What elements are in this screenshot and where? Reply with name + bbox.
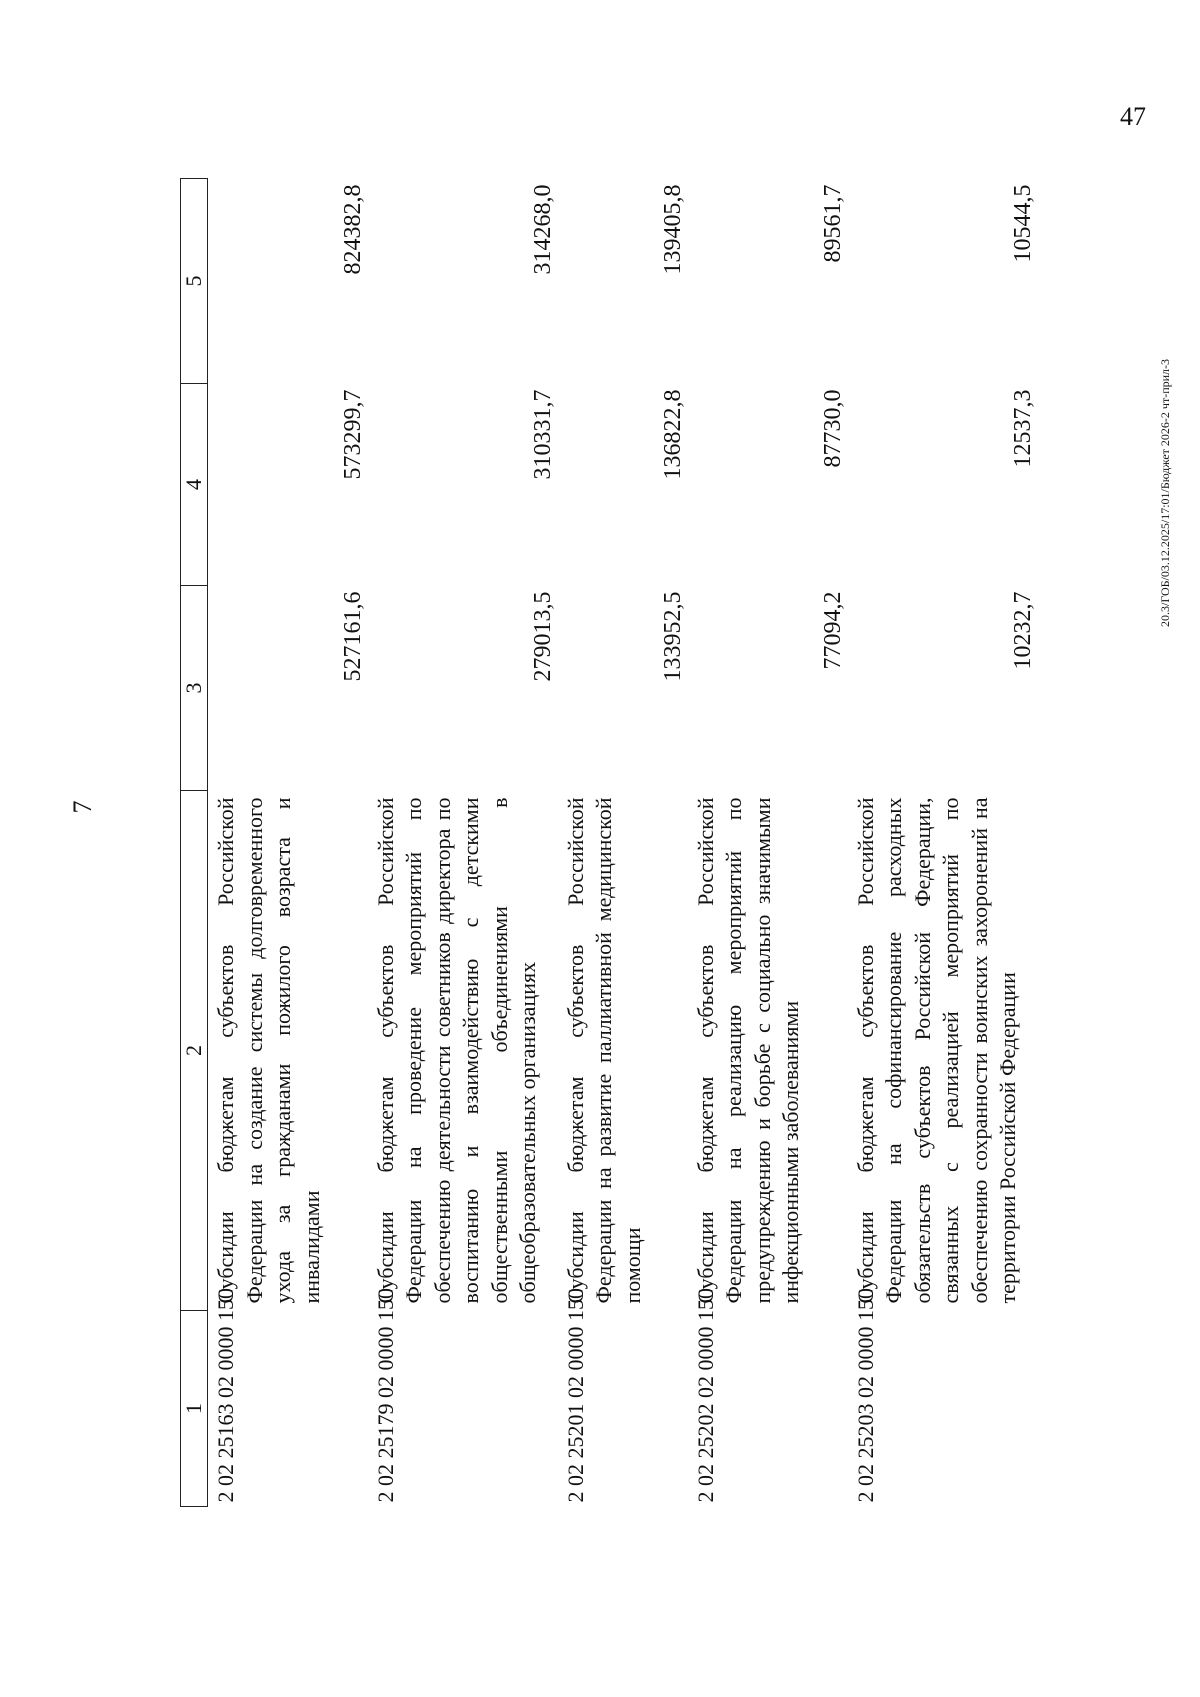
- sheet-number: 47: [1120, 102, 1146, 131]
- value-column-4: 136822,8: [660, 389, 686, 480]
- value-column-4: 310331,7: [530, 389, 556, 480]
- value-column-3: 133952,5: [660, 591, 686, 682]
- row-description: Субсидии бюджетам субъектов Российской Федерации на развитие паллиативной медицинской помощи: [562, 797, 645, 1304]
- value-column-3: 77094,2: [820, 591, 846, 670]
- column-header-1: 1: [181, 1311, 208, 1507]
- row-description: Субсидии бюджетам субъектов Российской Федерации на проведение мероприятий по обеспечению деятельности советников директора по воспитанию и взаимодействию с детскими общественными объединениями в общеобразовательных организациях: [372, 797, 540, 1304]
- column-header-5: 5: [181, 179, 208, 384]
- header-row: [181, 179, 208, 1507]
- value-column-5: 824382,8: [340, 184, 366, 275]
- value-column-5: 139405,8: [660, 184, 686, 275]
- column-header-4: 4: [181, 384, 208, 586]
- column-header-3: 3: [181, 586, 208, 791]
- budget-code: 2 02 25201 02 0000 150: [562, 1288, 588, 1503]
- value-column-4: 573299,7: [340, 389, 366, 480]
- row-description: Субсидии бюджетам субъектов Российской Федерации на создание системы долговременного ухода за гражданами пожилого возраста и инвалидами: [213, 797, 324, 1304]
- budget-table: [180, 178, 1038, 1507]
- table-row: [558, 179, 688, 1507]
- budget-code: 2 02 25203 02 0000 150: [852, 1288, 878, 1503]
- table-row: [368, 179, 558, 1507]
- value-column-5: 89561,7: [820, 184, 846, 263]
- table-row: [848, 179, 1038, 1507]
- column-header-2: 2: [181, 791, 208, 1311]
- table-row: [688, 179, 848, 1507]
- budget-code: 2 02 25179 02 0000 150: [372, 1288, 398, 1503]
- value-column-5: 314268,0: [530, 184, 556, 275]
- budget-code: 2 02 25163 02 0000 150: [213, 1288, 238, 1503]
- value-column-3: 279013,5: [530, 591, 556, 682]
- value-column-3: 527161,6: [340, 591, 366, 682]
- document-footer-code: 20.3/ГОБ/03.12.2025/17:01/Бюджет 2026-2 чт-прил-3: [1158, 358, 1172, 627]
- table-row: [208, 179, 368, 1507]
- value-column-4: 12537,3: [1010, 389, 1036, 468]
- budget-code: 2 02 25202 02 0000 150: [692, 1288, 718, 1503]
- row-description: Субсидии бюджетам субъектов Российской Федерации на реализацию мероприятий по предупреждению и борьбе с социально значимыми инфекционными заболеваниями: [692, 797, 803, 1304]
- value-column-3: 10232,7: [1010, 591, 1036, 670]
- page-number: 7: [68, 800, 97, 814]
- row-description: Субсидии бюджетам субъектов Российской Федерации на софинансирование расходных обязательств субъектов Российской Федерации, связанных с реализацией мероприятий по обеспечению сохранности воинских захоронений на территории Российской Федерации: [852, 797, 1020, 1304]
- value-column-5: 10544,5: [1010, 184, 1036, 263]
- value-column-4: 87730,0: [820, 389, 846, 468]
